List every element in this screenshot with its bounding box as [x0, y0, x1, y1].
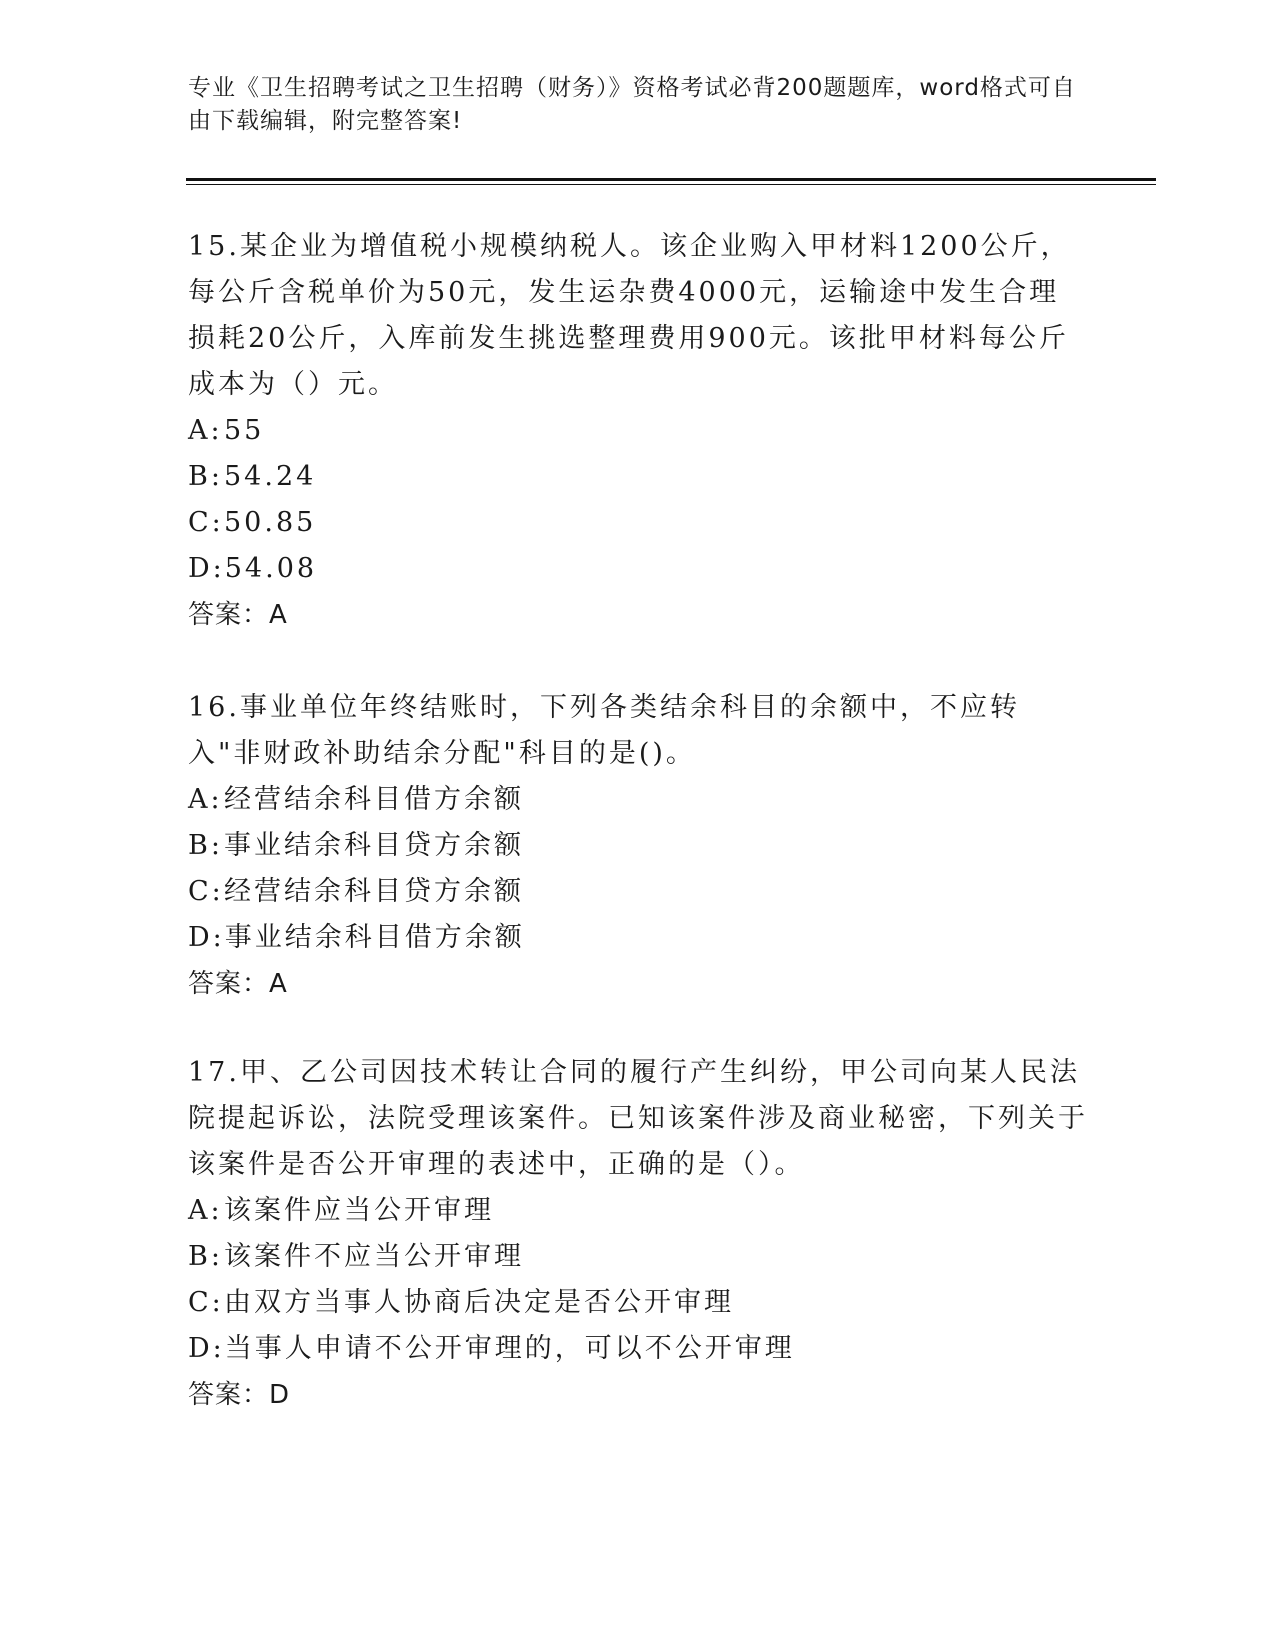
question-15 [188, 224, 1088, 638]
option-key: D: [188, 922, 225, 953]
option-key: B: [188, 461, 223, 492]
question-16 [188, 685, 1088, 1007]
option-a [188, 777, 1088, 823]
option-c [188, 500, 1088, 546]
option-key: D: [188, 1333, 225, 1364]
option-key: C: [188, 1287, 224, 1318]
option-text: 经营结余科目借方余额 [224, 784, 524, 815]
option-text: 由双方当事人协商后决定是否公开审理 [224, 1287, 734, 1318]
option-key: B: [188, 1241, 223, 1272]
question-stem: 16.事业单位年终结账时，下列各类结余科目的余额中，不应转入"非财政补助结余分配"科目的是()。 [188, 692, 1020, 769]
option-text: 55 [224, 415, 265, 446]
option-b [188, 454, 1088, 500]
option-text: 当事人申请不公开审理的，可以不公开审理 [224, 1333, 795, 1364]
option-c [188, 1280, 1088, 1326]
option-text: 50.85 [224, 507, 317, 538]
option-text: 54.08 [224, 553, 318, 584]
option-a [188, 408, 1088, 454]
option-key: C: [188, 507, 224, 538]
option-text: 事业结余科目贷方余额 [224, 830, 524, 861]
header-rule-thin [186, 184, 1156, 185]
option-b [188, 1234, 1088, 1280]
option-key: A: [188, 415, 223, 446]
answer-line: 答案：D [188, 1380, 291, 1410]
option-text: 事业结余科目借方余额 [224, 922, 525, 953]
header-rule-thick [186, 178, 1156, 181]
option-text: 经营结余科目贷方余额 [224, 876, 524, 907]
option-text: 该案件不应当公开审理 [224, 1241, 524, 1272]
option-key: C: [188, 876, 224, 907]
answer-line: 答案：A [188, 969, 288, 999]
option-key: D: [188, 553, 225, 584]
option-text: 54.24 [224, 461, 317, 492]
option-c [188, 869, 1088, 915]
option-a [188, 1188, 1088, 1234]
answer-line: 答案：A [188, 600, 288, 630]
option-key: A: [188, 784, 223, 815]
option-d [188, 546, 1088, 592]
option-d [188, 1326, 1088, 1372]
question-stem: 17.甲、乙公司因技术转让合同的履行产生纠纷，甲公司向某人民法院提起诉讼，法院受理该案件。已知该案件涉及商业秘密，下列关于该案件是否公开审理的表述中，正确的是（）。 [188, 1057, 1088, 1180]
option-b [188, 823, 1088, 869]
option-key: B: [188, 830, 223, 861]
question-17 [188, 1050, 1088, 1418]
option-d [188, 915, 1088, 961]
option-key: A: [188, 1195, 223, 1226]
option-text: 该案件应当公开审理 [224, 1195, 494, 1226]
question-stem: 15.某企业为增值税小规模纳税人。该企业购入甲材料1200公斤，每公斤含税单价为50元，发生运杂费4000元，运输途中发生合理损耗20公斤，入库前发生挑选整理费用900元。该批甲材料每公斤成本为（）元。 [188, 231, 1071, 400]
document-header: 专业《卫生招聘考试之卫生招聘（财务）》资格考试必背200题题库，word格式可自由下载编辑，附完整答案! [188, 75, 1076, 134]
